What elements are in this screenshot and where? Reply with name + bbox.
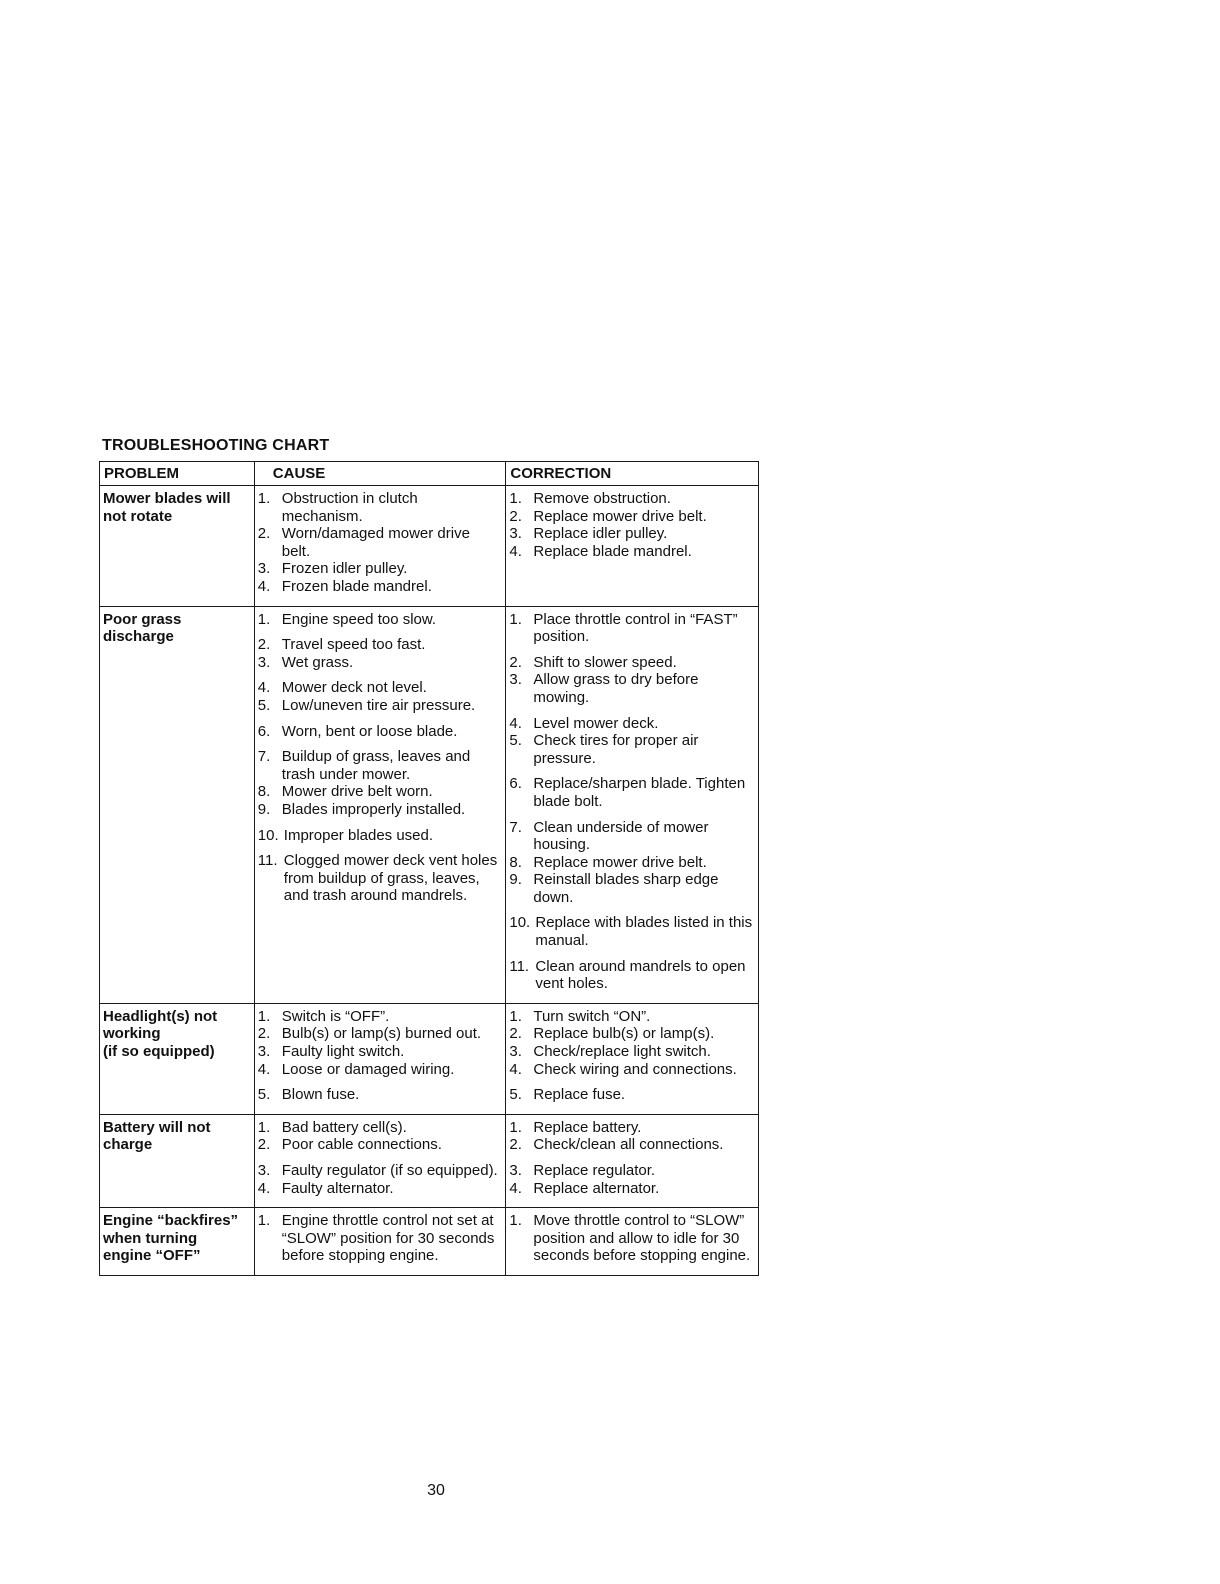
correction-item [509,958,755,993]
problem-cell [100,1114,255,1207]
cause-item-text: Improper blades used. [283,826,434,844]
correction-item-text: Turn switch “ON”. [533,1007,651,1025]
cause-item [258,1162,503,1180]
correction-item-number: 3. [509,525,522,543]
correction-item-number: 5. [509,1086,522,1104]
correction-item-text: Allow grass to dry before mowing. [533,671,699,706]
problem-text: Headlight(s) not working (if so equipped) [103,1007,218,1061]
cause-item-text: Blown fuse. [281,1086,360,1104]
correction-item-text: Place throttle control in “FAST” position. [533,610,738,646]
problem-cell [100,486,255,607]
problem-text: Battery will not charge [103,1118,211,1154]
cause-item-text: Faulty light switch. [281,1043,405,1061]
cause-item [258,827,503,845]
correction-item-number: 5. [509,732,522,750]
problem-cell [100,1003,255,1114]
table-row [100,486,759,607]
correction-item [509,871,755,906]
correction-item-number: 1. [509,1212,522,1230]
cause-item [258,723,503,741]
correction-item-text: Clean around mandrels to open vent holes. [535,957,746,993]
cause-item [258,801,503,819]
correction-item-number: 8. [509,853,522,871]
cause-cell [254,1114,506,1207]
cause-item-number: 3. [257,1043,271,1061]
correction-item [509,775,755,810]
cause-item-text: Mower drive belt worn. [281,783,433,801]
cause-item-number: 4. [257,679,271,697]
cause-list [258,1119,503,1197]
correction-cell [506,1208,759,1276]
correction-item-number: 11. [509,957,530,975]
problem-text: Mower blades will not rotate [103,490,231,525]
correction-item-text: Level mower deck. [533,714,659,732]
cause-item [258,1008,503,1026]
correction-item [509,854,755,872]
cause-item-text: Switch is “OFF”. [281,1007,390,1025]
correction-item [509,654,755,672]
cause-item-text: Buildup of grass, leaves and trash under mower. [281,748,471,783]
correction-item-text: Check/replace light switch. [533,1043,711,1061]
cause-item-number: 2. [257,525,271,543]
cause-item [258,490,503,525]
cause-list [258,611,503,905]
correction-item [509,671,755,706]
cause-item-text: Poor cable connections. [281,1136,442,1154]
correction-item [509,1136,755,1154]
cause-item [258,560,503,578]
correction-item [509,1119,755,1137]
cause-item-number: 2. [257,1136,271,1154]
cause-item-number: 1. [257,490,271,507]
correction-item-text: Replace/sharpen blade. Tighten blade bolt. [533,775,746,810]
cause-item [258,1180,503,1198]
correction-cell [506,1003,759,1114]
correction-item-text: Reinstall blades sharp edge down. [533,871,719,906]
cause-item [258,611,503,629]
correction-item-text: Check/clean all connections. [533,1136,724,1154]
correction-item [509,914,755,949]
correction-item-text: Replace battery. [533,1118,642,1136]
cause-item [258,679,503,697]
cause-item-number: 4. [257,577,271,595]
correction-item [509,1025,755,1043]
cause-item-text: Bulb(s) or lamp(s) burned out. [281,1025,482,1043]
cause-item [258,654,503,672]
correction-item-text: Replace alternator. [533,1179,660,1197]
correction-item-number: 1. [509,1007,522,1025]
correction-item [509,1008,755,1026]
cause-item-text: Wet grass. [281,653,354,671]
cause-item-number: 2. [257,1025,271,1043]
correction-list [509,611,755,993]
cause-item-text: Blades improperly installed. [281,800,466,818]
correction-item-number: 10. [509,914,531,932]
problem-cell [100,606,255,1003]
cause-item [258,1212,503,1265]
correction-item-number: 3. [509,671,522,689]
correction-item-text: Check tires for proper air pressure. [533,732,699,767]
cause-item [258,1086,503,1104]
cause-item-number: 1. [257,1212,271,1230]
cause-list [258,1008,503,1104]
table-header-row [100,462,759,486]
cause-item-text: Bad battery cell(s). [281,1118,407,1136]
correction-item [509,543,755,561]
cause-cell [254,486,506,607]
cause-item-text: Mower deck not level. [281,679,427,697]
correction-item-number: 4. [509,714,522,732]
correction-list [509,1119,755,1197]
page-number: 30 [427,1482,445,1499]
correction-column-header: CORRECTION [506,462,759,486]
table-row [100,1208,759,1276]
cause-item-number: 6. [257,722,271,740]
correction-item-number: 2. [509,1025,522,1043]
cause-item-text: Clogged mower deck vent holes from buildup of grass, leaves, and trash around mandrels. [283,852,498,905]
cause-item-number: 8. [257,783,271,801]
correction-item-text: Replace mower drive belt. [533,507,707,525]
correction-item-number: 6. [509,775,522,793]
correction-item-number: 7. [509,818,522,836]
cause-item [258,852,503,905]
correction-item-number: 1. [509,490,522,507]
correction-item-text: Replace blade mandrel. [533,542,692,560]
correction-list [509,1008,755,1104]
cause-item-text: Faulty regulator (if so equipped). [281,1162,498,1179]
problem-text: Poor grass discharge [103,610,182,646]
table-row [100,1114,759,1207]
correction-item-number: 1. [509,610,522,628]
correction-item [509,611,755,646]
correction-cell [506,486,759,607]
cause-item [258,578,503,596]
correction-item [509,490,755,508]
correction-item-number: 4. [509,1060,522,1078]
cause-item-text: Worn, bent or loose blade. [281,722,458,740]
table-body [100,486,759,1276]
cause-item [258,1061,503,1079]
cause-item [258,748,503,783]
cause-item-number: 11. [257,852,278,870]
cause-item [258,636,503,654]
cause-item-text: Worn/damaged mower drive belt. [281,525,470,560]
correction-item-number: 2. [509,507,522,525]
correction-item-text: Remove obstruction. [533,490,671,507]
correction-item [509,1086,755,1104]
correction-item-text: Check wiring and connections. [533,1060,737,1078]
correction-cell [506,1114,759,1207]
correction-item-text: Shift to slower speed. [533,653,677,671]
correction-item [509,1180,755,1198]
cause-item-number: 4. [257,1179,271,1197]
correction-item [509,1043,755,1061]
correction-item [509,715,755,733]
cause-column-header: CAUSE [254,462,506,486]
cause-item-text: Travel speed too fast. [281,636,426,654]
correction-item [509,819,755,854]
cause-cell [254,1003,506,1114]
cause-item [258,1119,503,1137]
cause-item [258,1136,503,1154]
cause-item [258,1025,503,1043]
cause-cell [254,1208,506,1276]
correction-item-text: Replace mower drive belt. [533,853,707,871]
cause-list [258,1212,503,1265]
cause-item-text: Frozen idler pulley. [281,560,408,578]
cause-item-text: Obstruction in clutch mechanism. [281,490,418,525]
cause-item-number: 2. [257,636,271,654]
cause-item-text: Low/uneven tire air pressure. [281,696,476,714]
cause-cell [254,606,506,1003]
cause-item-text: Faulty alternator. [281,1179,394,1197]
cause-item-text: Loose or damaged wiring. [281,1060,455,1078]
correction-item [509,525,755,543]
correction-item [509,1162,755,1180]
correction-item-text: Move throttle control to “SLOW” position and allow to idle for 30 seconds before stopping engine. [533,1212,751,1265]
correction-item-text: Replace bulb(s) or lamp(s). [533,1025,715,1043]
cause-item-number: 3. [257,1162,271,1179]
table-row [100,1003,759,1114]
correction-list [509,490,755,560]
correction-item-number: 3. [509,1043,522,1061]
cause-item-text: Engine speed too slow. [281,610,437,628]
cause-item [258,783,503,801]
correction-item-text: Replace with blades listed in this manual. [535,914,753,950]
correction-item-text: Replace regulator. [533,1162,656,1179]
problem-text: Engine “backfires” when turning engine “OFF” [103,1212,239,1265]
chart-title: TROUBLESHOOTING CHART [102,437,330,454]
cause-item-number: 3. [257,653,271,671]
cause-item [258,697,503,715]
correction-list [509,1212,755,1265]
cause-item [258,1043,503,1061]
problem-cell [100,1208,255,1276]
correction-item-number: 1. [509,1118,522,1136]
cause-item-number: 4. [257,1060,271,1078]
correction-item [509,732,755,767]
correction-cell [506,606,759,1003]
cause-item-text: Frozen blade mandrel. [281,577,432,595]
cause-item-number: 1. [257,1007,271,1025]
cause-item-number: 5. [257,1086,271,1104]
correction-item-number: 3. [509,1162,522,1179]
correction-item-number: 2. [509,653,522,671]
cause-item-number: 3. [257,560,271,578]
cause-item-number: 10. [257,826,279,844]
cause-item-number: 1. [257,610,271,628]
correction-item-number: 9. [509,871,522,889]
cause-item-number: 9. [257,800,271,818]
correction-item-number: 4. [509,542,522,560]
correction-item-number: 2. [509,1136,522,1154]
cause-item-number: 5. [257,696,271,714]
correction-item [509,508,755,526]
cause-list [258,490,503,596]
troubleshooting-table [99,461,759,1276]
correction-item-text: Replace fuse. [533,1086,626,1104]
cause-item [258,525,503,560]
problem-column-header: PROBLEM [100,462,255,486]
cause-item-number: 7. [257,748,271,766]
correction-item [509,1212,755,1265]
correction-item-text: Clean underside of mower housing. [533,818,709,854]
cause-item-number: 1. [257,1118,271,1136]
table-row [100,606,759,1003]
correction-item-number: 4. [509,1179,522,1197]
correction-item [509,1061,755,1079]
correction-item-text: Replace idler pulley. [533,525,668,543]
cause-item-text: Engine throttle control not set at “SLOW” position for 30 seconds before stopping engine. [281,1212,495,1265]
